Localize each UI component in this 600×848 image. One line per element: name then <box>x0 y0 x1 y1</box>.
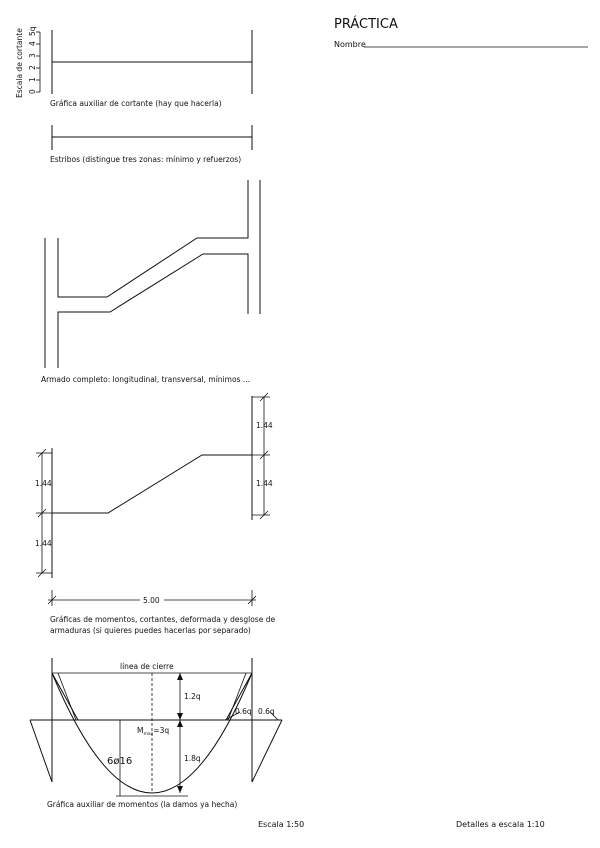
shear-tick-3: 3 <box>28 53 37 58</box>
shear-tick-0: 0 <box>28 89 37 94</box>
scale-main: Escala 1:50 <box>258 820 305 829</box>
closing-line-label: línea de cierre <box>120 662 174 671</box>
shear-scale <box>15 26 40 98</box>
dim-left-lower: 1.44 <box>35 539 52 548</box>
scale-details: Detalles a escala 1:10 <box>456 820 545 829</box>
stirrups-strip <box>52 125 252 150</box>
shear-tick-1: 1 <box>28 77 37 82</box>
moment-right-value: 0.6q <box>258 707 275 716</box>
shear-aux-graph <box>52 30 252 94</box>
moments-geometry <box>36 393 270 606</box>
moment-top-value: 1.2q <box>184 692 201 701</box>
shear-tick-2: 2 <box>28 65 37 70</box>
moment-left-value: 0.6q <box>235 707 252 716</box>
rebar-label: 6ø16 <box>107 756 133 767</box>
dim-right-lower: 1.44 <box>256 479 273 488</box>
caption-moment-aux: Gráfica auxiliar de momentos (la damos ya hecha) <box>47 800 238 809</box>
shear-tick-5q: 5q <box>28 26 37 36</box>
page-title: PRÁCTICA <box>334 17 398 32</box>
beam-axis <box>52 455 252 513</box>
shear-scale-label: Escala de cortante <box>15 28 24 98</box>
moment-bottom-value: 1.8q <box>184 754 201 763</box>
mmax-label: $M_{max}=3q$ <box>137 726 170 737</box>
dim-span: 5.00 <box>143 596 160 605</box>
beam-bottom-edge <box>58 254 248 368</box>
dim-right-upper: 1.44 <box>256 421 273 430</box>
name-label: Nombre <box>334 40 366 49</box>
caption-reinforcement: Armado completo: longitudinal, transversal, mínimos ... <box>41 375 250 384</box>
shear-tick-4: 4 <box>28 41 37 46</box>
caption-shear-aux: Gráfica auxiliar de cortante (hay que hacerla) <box>50 99 222 108</box>
beam-top-edge <box>58 180 248 297</box>
beam-outline <box>45 180 260 368</box>
moment-right-triangle <box>226 673 282 782</box>
caption-moments-line1: Gráficas de momentos, cortantes, deformada y desglose de <box>50 615 276 624</box>
caption-stirrups: Estribos (distingue tres zonas: mínimo y refuerzos) <box>50 155 242 164</box>
dim-left-upper: 1.44 <box>35 479 52 488</box>
caption-moments-line2: armaduras (si quieres puedes hacerlas por separado) <box>50 626 251 635</box>
moment-left-triangle <box>30 673 78 782</box>
